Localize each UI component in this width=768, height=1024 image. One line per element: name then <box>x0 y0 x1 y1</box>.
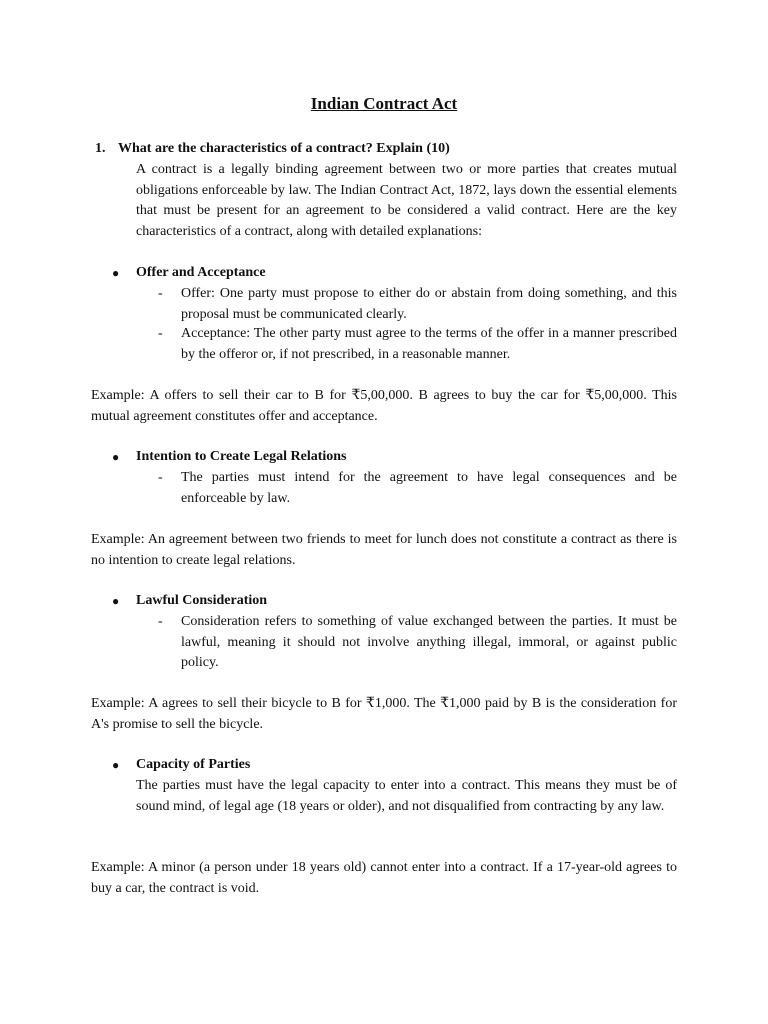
question-number: 1. <box>95 141 106 156</box>
example-intention: Example: An agreement between two friends to meet for lunch does not constitute a contract as there is no intention to create legal relations. <box>91 532 677 568</box>
capacity-body: The parties must have the legal capacity to enter into a contract. This means they must be of sound mind, of legal age (18 years or older), and not disqualified from contracting by any law. <box>136 778 677 814</box>
bullet-icon: ● <box>112 594 120 608</box>
bullet-icon: ● <box>112 266 120 280</box>
dash-icon: - <box>158 614 163 629</box>
bullet-icon: ● <box>112 758 120 772</box>
dash-icon: - <box>158 326 163 341</box>
question-heading <box>95 139 450 159</box>
point-intention: The parties must intend for the agreement to have legal consequences and be enforceable by law. <box>181 470 677 506</box>
example-capacity: Example: A minor (a person under 18 years old) cannot enter into a contract. If a 17-year-old agrees to buy a car, the contract is void. <box>91 860 677 896</box>
section-heading-consideration: Lawful Consideration <box>136 593 268 608</box>
dash-icon: - <box>158 286 163 301</box>
section-heading-capacity: Capacity of Parties <box>136 757 251 772</box>
bullet-icon: ● <box>112 450 120 464</box>
intro-paragraph: A contract is a legally binding agreement between two or more parties that creates mutual obligations enforceable by law. The Indian Contract Act, 1872, lays down the essential elements that must be present for an agreement to be considered a valid contract. Here are the key characteristics of a contract, along with detailed explanations: <box>136 162 677 239</box>
section-heading-offer-acceptance: Offer and Acceptance <box>136 265 266 280</box>
example-consideration: Example: A agrees to sell their bicycle to B for ₹1,000. The ₹1,000 paid by B is the consideration for A's promise to sell the bicycle. <box>91 696 677 732</box>
question-text: What are the characteristics of a contract? Explain (10) <box>118 141 450 156</box>
point-acceptance: Acceptance: The other party must agree to the terms of the offer in a manner prescribed by the offeror or, if not prescribed, in a reasonable manner. <box>181 326 677 362</box>
point-offer: Offer: One party must propose to either do or abstain from doing something, and this proposal must be communicated clearly. <box>181 286 677 322</box>
document-title: Indian Contract Act <box>310 94 458 113</box>
point-consideration: Consideration refers to something of value exchanged between the parties. It must be lawful, meaning it should not involve anything illegal, immoral, or against public policy. <box>181 614 677 671</box>
dash-icon: - <box>158 470 163 485</box>
section-heading-intention: Intention to Create Legal Relations <box>136 449 347 464</box>
example-offer-acceptance: Example: A offers to sell their car to B for ₹5,00,000. B agrees to buy the car for ₹5,00,000. This mutual agreement constitutes offer and acceptance. <box>91 388 677 424</box>
